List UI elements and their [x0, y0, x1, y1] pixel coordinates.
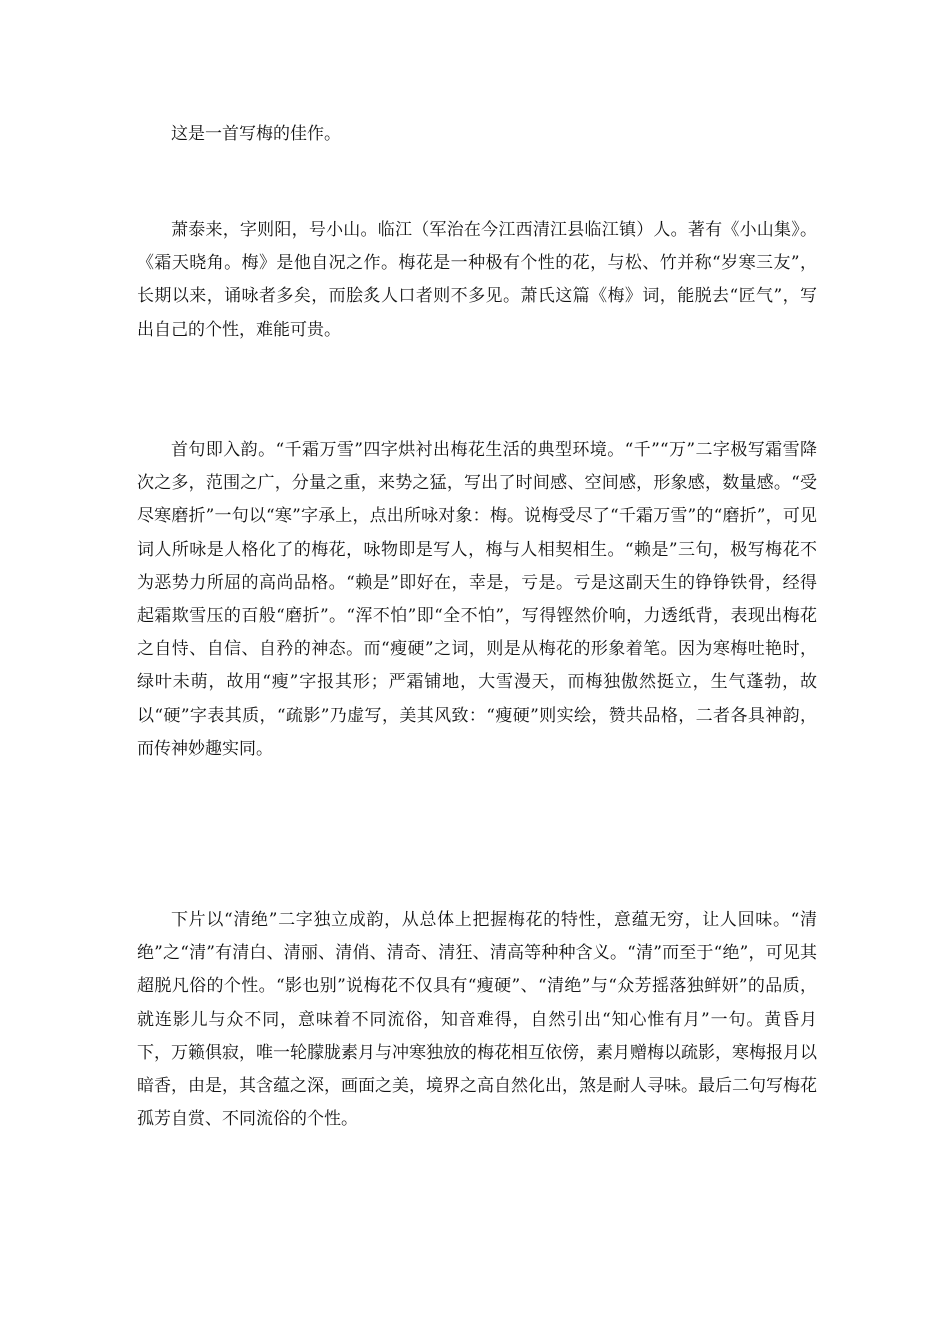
paragraph-intro: 这是一首写梅的佳作。	[171, 124, 341, 144]
paragraph-first-stanza: 首句即入韵。“千霜万雪”四字烘衬出梅花生活的典型环境。“千”“万”二字极写霜雪降次之多，范围之广，分量之重，来势之猛，写出了时间感、空间感，形象感，数量感。“受尽寒磨折”一句以“寒”字承上，点出所咏对象：梅。说梅受尽了“千霜万雪”的“磨折”，可见词人所咏是人格化了的梅花，咏物即是写人，梅与人相契相生。“赖是”三句，极写梅花不为恶势力所屈的高尚品格。“赖是”即好在，幸是，亏是。亏是这副天生的铮铮铁骨，经得起霜欺雪压的百般“磨折”。“浑不怕”即“全不怕”，写得铿然价响，力透纸背，表现出梅花之自恃、自信、自矜的神态。而“瘦硬”之词，则是从梅花的形象着笔。因为寒梅吐艳时，绿叶未萌，故用“瘦”字报其形；严霜铺地，大雪漫天，而梅独傲然挺立，生气蓬勃，故以“硬”字表其质，“疏影”乃虚写，美其风致：“瘦硬”则实绘，赞共品格，二者各具神韵，而传神妙趣实同。	[137, 440, 817, 759]
paragraph-author: 萧泰来，字则阳，号小山。临江（军治在今江西清江县临江镇）人。著有《小山集》。《霜天晓角。梅》是他自况之作。梅花是一种极有个性的花，与松、竹并称“岁寒三友”，长期以来，诵咏者多矣，而脍炙人口者则不多见。萧氏这篇《梅》词，能脱去“匠气”，写出自己的个性，难能可贵。	[137, 220, 817, 340]
paragraph-second-stanza: 下片以“清绝”二字独立成韵，从总体上把握梅花的特性，意蕴无穷，让人回味。“清绝”之“清”有清白、清丽、清俏、清奇、清狂、清高等种种含义。“清”而至于“绝”，可见其超脱凡俗的个性。“影也别”说梅花不仅具有“瘦硬”、“清绝”与“众芳摇落独鲜妍”的品质，就连影儿与众不同，意味着不同流俗，知音难得，自然引出“知心惟有月”一句。黄昏月下，万籁俱寂，唯一轮朦胧素月与冲寒独放的梅花相互依傍，素月赠梅以疏影，寒梅报月以暗香，由是，其含蕴之深，画面之美，境界之高自然化出，煞是耐人寻味。最后二句写梅花孤芳自赏、不同流俗的个性。	[137, 910, 817, 1130]
